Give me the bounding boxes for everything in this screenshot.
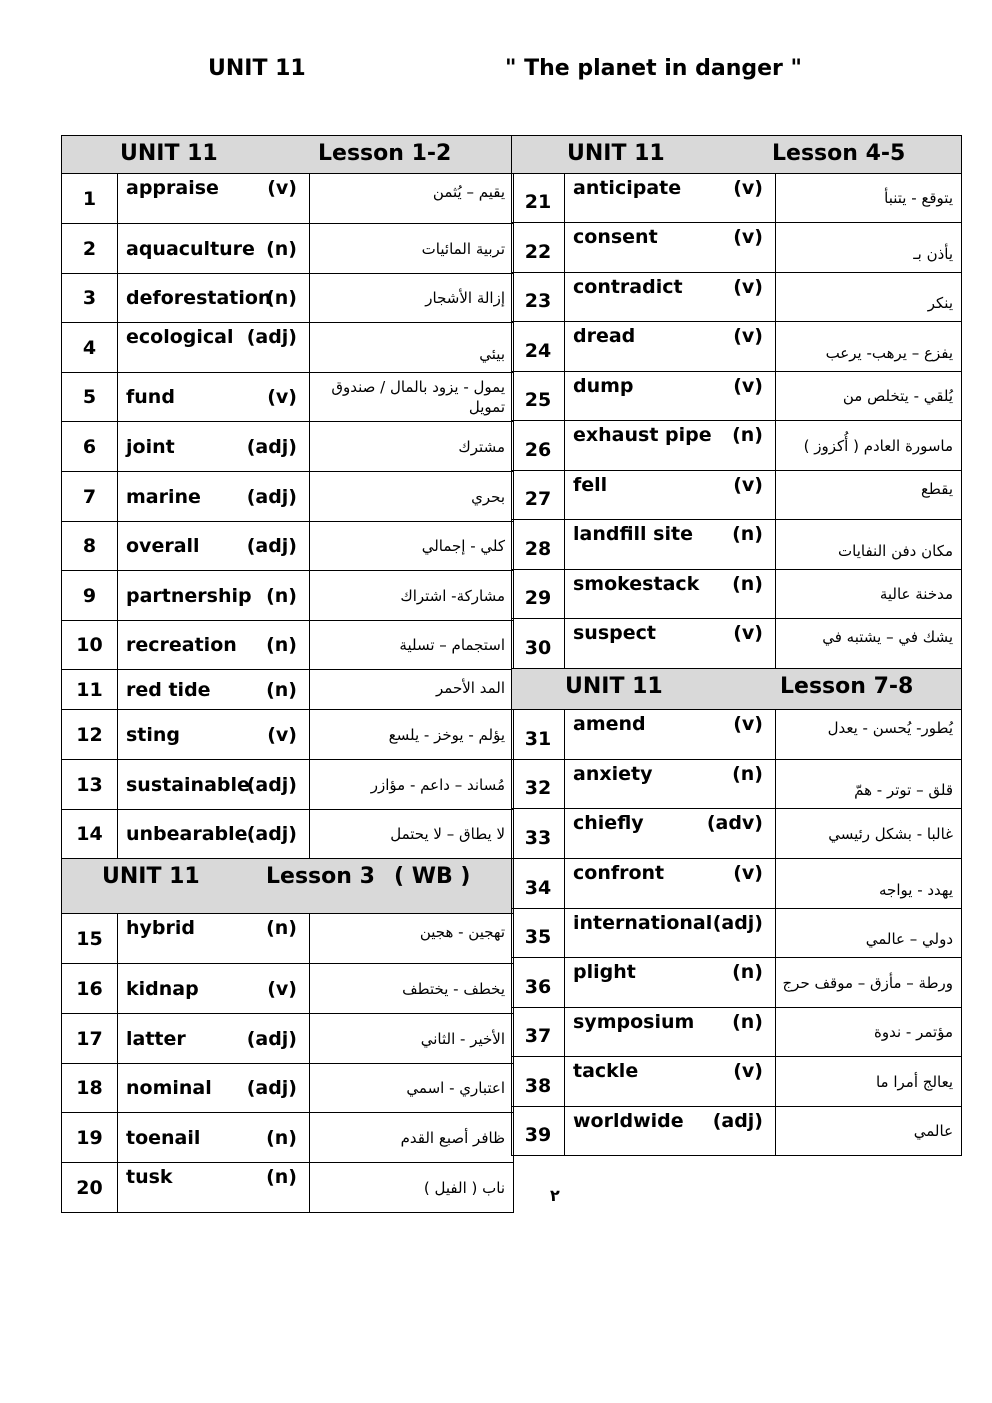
vocab-word: contradict xyxy=(573,276,683,298)
row-number: 12 xyxy=(62,710,118,760)
part-of-speech: (n) xyxy=(266,584,297,607)
arabic-meaning: ينكر xyxy=(776,273,962,322)
vocab-word-cell xyxy=(565,760,776,809)
lesson-header xyxy=(62,859,514,914)
part-of-speech: (adj) xyxy=(246,1027,297,1050)
row-number: 16 xyxy=(62,964,118,1014)
part-of-speech: (v) xyxy=(267,723,297,746)
table-row xyxy=(512,273,962,322)
page-unit-title: UNIT 11 xyxy=(208,56,306,81)
arabic-meaning: يؤلم - يوخز - يلسع xyxy=(310,710,514,760)
table-row xyxy=(512,958,962,1008)
arabic-meaning: يمول - يزود بالمال / صندوق تمويل xyxy=(310,373,514,422)
vocab-word: exhaust pipe xyxy=(573,424,712,446)
row-number: 27 xyxy=(512,471,565,520)
header-unit: UNIT 11 xyxy=(567,141,665,166)
row-number: 4 xyxy=(62,323,118,373)
vocab-word: tusk xyxy=(126,1166,173,1188)
row-number: 37 xyxy=(512,1008,565,1057)
row-number: 13 xyxy=(62,760,118,810)
table-row xyxy=(512,520,962,570)
vocab-word-cell xyxy=(118,914,310,964)
arabic-meaning: ورطة – مأزق – موقف حرج xyxy=(776,958,962,1008)
part-of-speech: (n) xyxy=(266,917,297,939)
table-row xyxy=(512,909,962,958)
arabic-meaning: ظافر أصبع القدم xyxy=(310,1113,514,1163)
table-row xyxy=(62,710,514,760)
header-unit: UNIT 11 xyxy=(565,674,663,699)
part-of-speech: (v) xyxy=(733,622,763,644)
part-of-speech: (v) xyxy=(733,375,763,397)
row-number: 32 xyxy=(512,760,565,809)
table-row xyxy=(512,859,962,909)
vocab-word: landfill site xyxy=(573,523,693,545)
arabic-meaning: الأخير - الثاني xyxy=(310,1014,514,1064)
vocab-word: appraise xyxy=(126,177,219,199)
vocab-word-cell xyxy=(118,1014,310,1064)
part-of-speech: (n) xyxy=(266,678,297,701)
vocab-word-cell xyxy=(565,520,776,570)
row-number: 3 xyxy=(62,274,118,323)
table-row xyxy=(62,373,514,422)
part-of-speech: (v) xyxy=(733,713,763,735)
vocab-word-cell xyxy=(118,760,310,810)
page-number: ٢ xyxy=(550,1186,560,1205)
vocab-word-cell xyxy=(565,809,776,859)
vocab-word: red tide xyxy=(126,678,211,701)
part-of-speech: (n) xyxy=(732,523,763,545)
vocab-word-cell xyxy=(118,1113,310,1163)
arabic-meaning: تهجين - هجين xyxy=(310,914,514,964)
arabic-meaning: يأذن بـ xyxy=(776,223,962,273)
vocab-word-cell xyxy=(118,522,310,571)
arabic-meaning: استجمام – تسلية xyxy=(310,621,514,670)
part-of-speech: (adj) xyxy=(246,485,297,508)
vocab-word-cell xyxy=(565,1107,776,1156)
row-number: 38 xyxy=(512,1057,565,1107)
part-of-speech: (adj) xyxy=(246,326,297,348)
row-number: 21 xyxy=(512,174,565,223)
part-of-speech: (v) xyxy=(733,177,763,199)
arabic-meaning: مُساند – داعم - مؤازر xyxy=(310,760,514,810)
vocab-word: dump xyxy=(573,375,634,397)
part-of-speech: (adj) xyxy=(246,435,297,458)
vocab-word-cell xyxy=(118,621,310,670)
header-row-lesson-1-2 xyxy=(62,136,514,174)
vocab-word: latter xyxy=(126,1027,186,1050)
vocab-word-cell xyxy=(565,909,776,958)
row-number: 26 xyxy=(512,421,565,471)
vocab-word: consent xyxy=(573,226,658,248)
vocab-word-cell xyxy=(565,570,776,619)
row-number: 25 xyxy=(512,372,565,421)
table-row xyxy=(62,1064,514,1113)
vocab-word-cell xyxy=(565,859,776,909)
row-number: 19 xyxy=(62,1113,118,1163)
vocab-word: marine xyxy=(126,485,201,508)
arabic-meaning: يقيم – يُثمن xyxy=(310,174,514,224)
vocab-word-cell xyxy=(118,571,310,621)
row-number: 30 xyxy=(512,619,565,669)
vocab-word-cell xyxy=(565,619,776,669)
vocab-word-cell xyxy=(565,421,776,471)
vocab-word: suspect xyxy=(573,622,656,644)
vocab-word-cell xyxy=(118,224,310,274)
arabic-meaning: بيئي xyxy=(310,323,514,373)
header-row-lesson-7-8 xyxy=(512,669,962,710)
table-row xyxy=(62,323,514,373)
part-of-speech: (v) xyxy=(267,977,297,1000)
header-unit: UNIT 11 xyxy=(102,864,200,889)
table-row xyxy=(62,914,514,964)
vocab-table-left xyxy=(61,135,514,1213)
table-row xyxy=(62,472,514,522)
table-row xyxy=(512,421,962,471)
vocab-word-cell xyxy=(565,1008,776,1057)
part-of-speech: (v) xyxy=(267,177,297,199)
vocab-word: worldwide xyxy=(573,1110,684,1132)
arabic-meaning: المد الأحمر xyxy=(310,670,514,710)
table-row xyxy=(62,174,514,224)
table-row xyxy=(62,1163,514,1213)
arabic-meaning: يتوقع - يتنبأ xyxy=(776,174,962,223)
row-number: 14 xyxy=(62,810,118,859)
table-row xyxy=(512,322,962,372)
header-row-lesson-3 xyxy=(62,859,514,914)
row-number: 20 xyxy=(62,1163,118,1213)
arabic-meaning: دولي – عالمي xyxy=(776,909,962,958)
vocab-word: joint xyxy=(126,435,175,458)
arabic-meaning: يُطور- يُحسن - يعدل xyxy=(776,710,962,760)
part-of-speech: (n) xyxy=(732,1011,763,1033)
arabic-meaning: يهدد - يواجه xyxy=(776,859,962,909)
row-number: 28 xyxy=(512,520,565,570)
vocab-word: hybrid xyxy=(126,917,195,939)
header-row-lesson-4-5 xyxy=(512,136,962,174)
row-number: 6 xyxy=(62,422,118,472)
arabic-meaning: يفزع – يرهب- يرعب xyxy=(776,322,962,372)
row-number: 22 xyxy=(512,223,565,273)
part-of-speech: (adj) xyxy=(712,912,763,934)
table-row xyxy=(512,174,962,223)
vocab-word-cell xyxy=(118,472,310,522)
header-lesson: Lesson 1-2 xyxy=(318,141,452,166)
vocab-word-cell xyxy=(118,373,310,422)
table-row xyxy=(512,809,962,859)
vocab-word: tackle xyxy=(573,1060,639,1082)
table-row xyxy=(62,810,514,859)
table-row xyxy=(62,422,514,472)
arabic-meaning: قلق – توتر - همّ xyxy=(776,760,962,809)
table-row xyxy=(512,471,962,520)
vocab-word-cell xyxy=(118,323,310,373)
vocab-word-cell xyxy=(118,964,310,1014)
vocab-word: anticipate xyxy=(573,177,682,199)
part-of-speech: (n) xyxy=(732,961,763,983)
vocab-word: toenail xyxy=(126,1126,201,1149)
vocab-word-cell xyxy=(565,174,776,223)
row-number: 29 xyxy=(512,570,565,619)
vocab-word-cell xyxy=(565,223,776,273)
arabic-meaning: يقطع xyxy=(776,471,962,520)
arabic-meaning: ماسورة العادم ( أُكزوز ) xyxy=(776,421,962,471)
vocab-word-cell xyxy=(565,1057,776,1107)
arabic-meaning: ناب ( الفيل ) xyxy=(310,1163,514,1213)
part-of-speech: (v) xyxy=(733,226,763,248)
arabic-meaning: مشترك xyxy=(310,422,514,472)
row-number: 2 xyxy=(62,224,118,274)
row-number: 9 xyxy=(62,571,118,621)
vocab-word: amend xyxy=(573,713,646,735)
table-row xyxy=(62,1113,514,1163)
arabic-meaning: يُلقي - يتخلص من xyxy=(776,372,962,421)
table-row xyxy=(512,619,962,669)
header-lesson: Lesson 7-8 xyxy=(780,674,914,699)
part-of-speech: (n) xyxy=(266,287,297,309)
vocab-word: aquaculture xyxy=(126,237,255,260)
table-row xyxy=(62,1014,514,1064)
vocab-word-cell xyxy=(118,810,310,859)
vocab-word: sustainable xyxy=(126,773,250,796)
vocab-word: partnership xyxy=(126,584,252,607)
row-number: 8 xyxy=(62,522,118,571)
table-row xyxy=(62,522,514,571)
part-of-speech: (n) xyxy=(732,763,763,785)
lesson-header xyxy=(512,136,962,174)
header-lesson: Lesson 3 xyxy=(266,864,375,889)
vocab-word: recreation xyxy=(126,634,237,656)
part-of-speech: (adv) xyxy=(706,812,763,834)
table-row xyxy=(62,760,514,810)
arabic-meaning: يعالج أمرا ما xyxy=(776,1057,962,1107)
table-row xyxy=(512,223,962,273)
part-of-speech: (n) xyxy=(266,1126,297,1149)
arabic-meaning: يشك في – يشتبه في xyxy=(776,619,962,669)
arabic-meaning: مكان دفن النفايات xyxy=(776,520,962,570)
table-row xyxy=(512,1107,962,1156)
row-number: 10 xyxy=(62,621,118,670)
vocab-word: international xyxy=(573,912,713,934)
vocab-word: fund xyxy=(126,386,175,408)
lesson-header xyxy=(512,669,962,710)
row-number: 15 xyxy=(62,914,118,964)
part-of-speech: (v) xyxy=(733,325,763,347)
row-number: 31 xyxy=(512,710,565,760)
part-of-speech: (n) xyxy=(732,424,763,446)
table-row xyxy=(62,224,514,274)
row-number: 24 xyxy=(512,322,565,372)
table-row xyxy=(62,621,514,670)
vocab-word-cell xyxy=(565,372,776,421)
vocab-word: ecological xyxy=(126,326,234,348)
vocab-word: plight xyxy=(573,961,636,983)
vocab-word-cell xyxy=(118,1064,310,1113)
vocab-word: sting xyxy=(126,723,181,746)
vocab-word-cell xyxy=(118,422,310,472)
vocab-word: anxiety xyxy=(573,763,653,785)
table-row xyxy=(62,670,514,710)
table-row xyxy=(62,964,514,1014)
arabic-meaning: غالبا - بشكل رئيسي xyxy=(776,809,962,859)
vocab-word-cell xyxy=(118,1163,310,1213)
vocab-word-cell xyxy=(118,174,310,224)
part-of-speech: (adj) xyxy=(246,773,297,796)
part-of-speech: (adj) xyxy=(712,1110,763,1132)
arabic-meaning: اعتباري - اسمي xyxy=(310,1064,514,1113)
row-number: 18 xyxy=(62,1064,118,1113)
lesson-header xyxy=(62,136,514,174)
vocab-word: confront xyxy=(573,862,665,884)
table-row xyxy=(512,1008,962,1057)
table-row xyxy=(62,571,514,621)
page-topic-title: " The planet in danger " xyxy=(505,56,803,81)
part-of-speech: (v) xyxy=(733,474,763,496)
row-number: 34 xyxy=(512,859,565,909)
arabic-meaning: لا يطاق – لا يحتمل xyxy=(310,810,514,859)
part-of-speech: (n) xyxy=(266,634,297,656)
vocab-word: deforestation xyxy=(126,287,272,309)
vocab-word-cell xyxy=(565,958,776,1008)
arabic-meaning: بحري xyxy=(310,472,514,522)
row-number: 11 xyxy=(62,670,118,710)
vocab-word: chiefly xyxy=(573,812,644,834)
part-of-speech: (adj) xyxy=(246,535,297,557)
row-number: 23 xyxy=(512,273,565,322)
row-number: 7 xyxy=(62,472,118,522)
table-row xyxy=(512,1057,962,1107)
vocab-word: nominal xyxy=(126,1077,212,1099)
part-of-speech: (adj) xyxy=(246,823,297,845)
vocab-table-right xyxy=(511,135,962,1156)
row-number: 36 xyxy=(512,958,565,1008)
vocab-word: smokestack xyxy=(573,573,700,595)
row-number: 5 xyxy=(62,373,118,422)
arabic-meaning: مشاركة- اشتراك xyxy=(310,571,514,621)
table-row xyxy=(512,570,962,619)
vocab-word: symposium xyxy=(573,1011,695,1033)
vocab-word: fell xyxy=(573,474,608,496)
table-row xyxy=(62,274,514,323)
vocab-word: dread xyxy=(573,325,636,347)
arabic-meaning: إزالة الأشجار xyxy=(310,274,514,323)
row-number: 17 xyxy=(62,1014,118,1064)
arabic-meaning: يخطف - يختطف xyxy=(310,964,514,1014)
arabic-meaning: تربية المائيات xyxy=(310,224,514,274)
vocab-word-cell xyxy=(118,274,310,323)
table-row xyxy=(512,760,962,809)
part-of-speech: (v) xyxy=(733,276,763,298)
part-of-speech: (n) xyxy=(266,237,297,260)
vocab-word: kidnap xyxy=(126,977,199,1000)
vocab-word: overall xyxy=(126,535,200,557)
part-of-speech: (v) xyxy=(733,862,763,884)
part-of-speech: (v) xyxy=(733,1060,763,1082)
arabic-meaning: مدخنة عالية xyxy=(776,570,962,619)
part-of-speech: (n) xyxy=(732,573,763,595)
part-of-speech: (v) xyxy=(267,386,297,408)
row-number: 35 xyxy=(512,909,565,958)
arabic-meaning: عالمي xyxy=(776,1107,962,1156)
table-row xyxy=(512,372,962,421)
vocab-word-cell xyxy=(118,710,310,760)
part-of-speech: (adj) xyxy=(246,1077,297,1099)
header-lesson: Lesson 4-5 xyxy=(772,141,906,166)
table-row xyxy=(512,710,962,760)
part-of-speech: (n) xyxy=(266,1166,297,1188)
header-workbook: ( WB ) xyxy=(394,864,471,889)
vocab-word-cell xyxy=(565,273,776,322)
vocab-word-cell xyxy=(118,670,310,710)
vocab-word-cell xyxy=(565,710,776,760)
arabic-meaning: مؤتمر - ندوة xyxy=(776,1008,962,1057)
header-unit: UNIT 11 xyxy=(120,141,218,166)
vocab-word: unbearable xyxy=(126,823,248,845)
vocab-word-cell xyxy=(565,322,776,372)
row-number: 33 xyxy=(512,809,565,859)
arabic-meaning: كلي - إجمالي xyxy=(310,522,514,571)
row-number: 1 xyxy=(62,174,118,224)
vocab-word-cell xyxy=(565,471,776,520)
row-number: 39 xyxy=(512,1107,565,1156)
